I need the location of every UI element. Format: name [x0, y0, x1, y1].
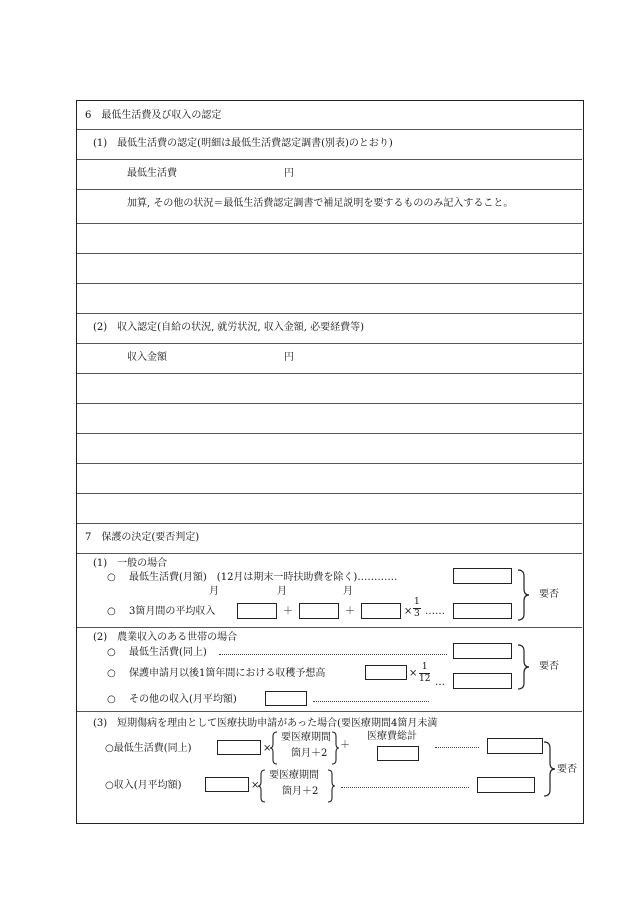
case3-judgement: 要否: [557, 764, 577, 775]
times-sign: ×: [251, 780, 260, 791]
month3-income-box[interactable]: [361, 603, 401, 619]
divider: [77, 711, 582, 712]
case3-min-cost-result-box[interactable]: [487, 738, 543, 754]
month-label: 月: [277, 586, 287, 597]
fraction-denominator: 12: [419, 674, 431, 684]
leader-dots: …: [435, 677, 445, 688]
addition-note: 加算, その他の状況＝最低生活費認定調書で補足説明を要するもののみ記入すること。: [127, 198, 514, 209]
right-brace: [327, 769, 335, 803]
month-label: 月: [209, 586, 219, 597]
bullet: ○: [107, 668, 116, 679]
section6-title: 6 最低生活費及び収入の認定: [85, 110, 222, 121]
blank-line: [77, 403, 582, 404]
bullet: ○: [107, 606, 116, 617]
case1-min-cost-box[interactable]: [453, 568, 512, 584]
yen-unit: 円: [284, 168, 294, 179]
times-sign: ×: [409, 668, 418, 679]
fraction-numerator: 1: [419, 663, 430, 674]
harvest-estimate-box[interactable]: [365, 665, 407, 680]
plus-sign: ＋: [345, 606, 355, 617]
case1-avg-income-label: 3箇月間の平均収入: [129, 606, 216, 617]
case3-title: (3) 短期傷病を理由として医療扶助申請があった場合(要医療期間4箇月未満: [93, 718, 438, 729]
right-brace: [517, 569, 531, 621]
bullet: ○: [107, 647, 116, 658]
section7-title: 7 保護の決定(要否判定): [85, 532, 200, 543]
blank-line: [77, 433, 582, 434]
leader-dots: [313, 701, 429, 702]
medical-period-label: 要医療期間: [269, 770, 319, 781]
months-plus-two-label: 箇月＋2: [282, 786, 319, 797]
right-brace: [543, 741, 557, 797]
case3-min-cost-label: ○最低生活費(同上): [105, 743, 192, 754]
case2-min-cost-box[interactable]: [453, 643, 512, 659]
leader-dots: [435, 747, 479, 748]
times-sign: ×: [404, 606, 413, 617]
fraction-one-twelfth: [419, 663, 430, 684]
yen-unit: 円: [284, 352, 294, 363]
medical-period-label: 要医療期間: [281, 732, 331, 743]
fraction-numerator: 1: [414, 597, 420, 607]
divider: [77, 523, 582, 524]
divider: [77, 129, 582, 130]
left-brace: [270, 731, 278, 765]
blank-line: [77, 493, 582, 494]
case3-income-box[interactable]: [205, 777, 249, 792]
months-plus-two-label: 箇月＋2: [291, 748, 328, 759]
case2-other-income-label: その他の収入(月平均額): [129, 694, 237, 705]
assessment-form: [76, 100, 584, 824]
leader-dots: [341, 787, 469, 788]
right-brace: [517, 644, 531, 690]
section6-sub1-title: (1) 最低生活費の認定(明細は最低生活費認定調書(別表)のとおり): [93, 138, 393, 149]
case2-min-cost-label: 最低生活費(同上): [129, 647, 207, 658]
divider: [77, 553, 582, 554]
medical-total-box[interactable]: [377, 746, 419, 761]
fraction-denominator: 3: [414, 609, 420, 619]
times-sign: ×: [263, 743, 272, 754]
blank-line: [77, 373, 582, 374]
left-brace: [258, 769, 266, 803]
right-brace: [331, 731, 339, 765]
plus-sign: ＋: [283, 606, 293, 617]
case2-title: (2) 農業収入のある世帯の場合: [93, 632, 238, 643]
divider: [77, 343, 582, 344]
leader-dots: ……: [425, 606, 445, 617]
case1-min-cost-label: 最低生活費(月額) (12月は期末一時扶助費を除く)…………: [129, 572, 398, 583]
case2-harvest-box[interactable]: [453, 673, 512, 689]
case1-judgement: 要否: [539, 589, 559, 600]
case3-min-cost-box[interactable]: [217, 740, 261, 755]
month1-income-box[interactable]: [237, 603, 277, 619]
divider: [77, 189, 582, 190]
blank-line: [77, 283, 582, 284]
other-income-box[interactable]: [265, 691, 307, 706]
blank-line: [77, 223, 582, 224]
month2-income-box[interactable]: [299, 603, 339, 619]
plus-sign: ＋: [340, 740, 350, 751]
divider: [77, 159, 582, 160]
min-living-cost-label: 最低生活費: [127, 168, 177, 179]
income-amount-label: 収入金額: [127, 352, 167, 363]
section6-sub2-title: (2) 収入認定(自給の状況, 就労状況, 収入金額, 必要経費等): [93, 322, 365, 333]
case2-harvest-label: 保護申請月以後1箇年間における収穫予想高: [129, 668, 326, 679]
month-label: 月: [343, 586, 353, 597]
case2-judgement: 要否: [539, 661, 559, 672]
case1-avg-income-box[interactable]: [453, 603, 512, 619]
bullet: ○: [107, 572, 116, 583]
blank-line: [77, 253, 582, 254]
case3-income-label: ○収入(月平均額): [105, 780, 182, 791]
medical-total-label: 医療費総計: [367, 731, 417, 742]
bullet: ○: [107, 694, 116, 705]
divider: [77, 627, 582, 628]
case1-title: (1) 一般の場合: [93, 558, 168, 569]
divider: [77, 313, 582, 314]
fraction-one-third: [413, 598, 421, 619]
leader-dots: [219, 654, 447, 655]
case3-income-result-box[interactable]: [477, 777, 535, 793]
blank-line: [77, 463, 582, 464]
